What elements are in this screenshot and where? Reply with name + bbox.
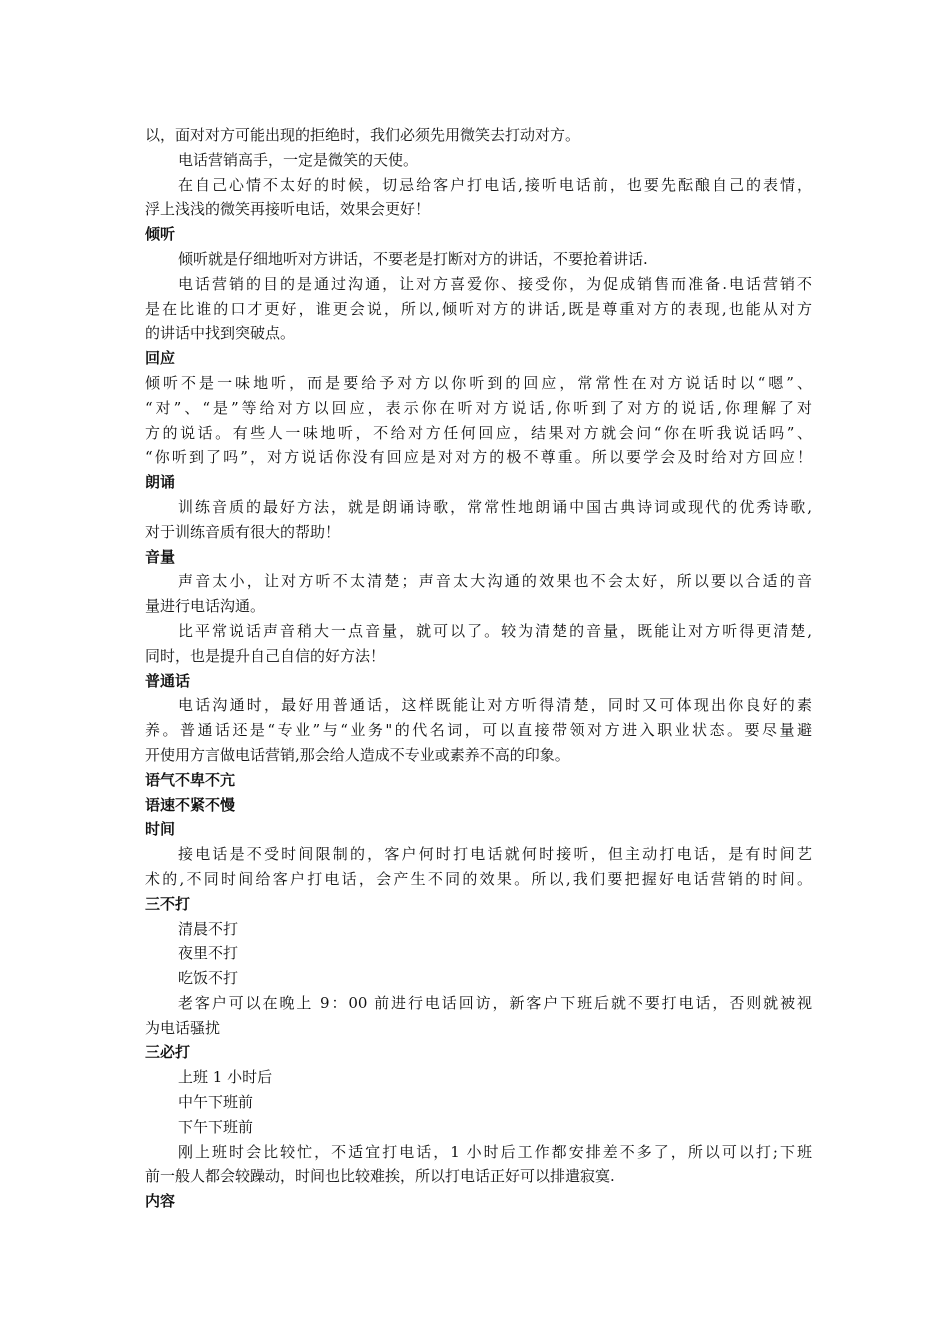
section-heading: 回应 (145, 349, 176, 368)
paragraph-line: 清晨不打 (178, 919, 239, 938)
section-heading: 朗诵 (145, 473, 176, 492)
paragraph-line: 术的,不同时间给客户打电话，会产生不同的效果。所以,我们要把握好电话营销的时间。 (145, 869, 812, 888)
paragraph-line: 前一般人都会较躁动，时间也比较难挨，所以打电话正好可以排遣寂寞. (145, 1167, 615, 1186)
paragraph-line: 方的说话。有些人一味地听，不给对方任何回应，结果对方就会问“你在听我说话吗”、 (145, 423, 812, 442)
section-heading: 三不打 (145, 894, 191, 913)
paragraph-line: “对”、“是”等给对方以回应，表示你在听对方说话,你听到了对方的说话,你理解了对 (145, 398, 812, 417)
paragraph-line: 电话沟通时，最好用普通话，这样既能让对方听得清楚，同时又可体现出你良好的素 (178, 696, 812, 715)
paragraph-line: 开使用方言做电话营销,那会给人造成不专业或素养不高的印象。 (145, 745, 570, 764)
paragraph-line: 夜里不打 (178, 944, 239, 963)
section-heading: 普通话 (145, 671, 191, 690)
section-heading: 倾听 (145, 225, 176, 244)
section-heading: 语气不卑不亢 (145, 770, 236, 789)
paragraph-line: “你听到了吗”，对方说话你没有回应是对对方的极不尊重。所以要学会及时给对方回应！ (145, 448, 812, 467)
section-heading: 时间 (145, 820, 176, 839)
paragraph-line: 为电话骚扰 (145, 1018, 221, 1037)
paragraph-line: 中午下班前 (178, 1093, 254, 1112)
paragraph-line: 接电话是不受时间限制的，客户何时打电话就何时接听，但主动打电话，是有时间艺 (178, 845, 812, 864)
paragraph-line: 在自己心情不太好的时候，切忌给客户打电话,接听电话前，也要先酝酿自己的表情， (178, 175, 812, 194)
section-heading: 语速不紧不慢 (145, 795, 236, 814)
paragraph-line: 倾听不是一味地听，而是要给予对方以你听到的回应，常常性在对方说话时以“嗯”、 (145, 373, 812, 392)
paragraph-line: 比平常说话声音稍大一点音量，就可以了。较为清楚的音量，既能让对方听得更清楚, (178, 621, 812, 640)
section-heading: 音量 (145, 547, 176, 566)
paragraph-line: 对于训练音质有很大的帮助！ (145, 522, 341, 541)
paragraph-line: 电话营销的目的是通过沟通，让对方喜爱你、接受你，为促成销售而准备.电话营销不 (178, 274, 812, 293)
paragraph-line: 养。普通话还是“专业”与“业务"的代名词，可以直接带领对方进入职业状态。要尽量避 (145, 721, 812, 740)
paragraph-line: 是在比谁的口才更好，谁更会说，所以,倾听对方的讲话,既是尊重对方的表现,也能从对方 (145, 299, 812, 318)
paragraph-line: 训练音质的最好方法，就是朗诵诗歌，常常性地朗诵中国古典诗词或现代的优秀诗歌, (178, 497, 812, 516)
paragraph-line: 上班 1 小时后 (178, 1068, 273, 1087)
paragraph-line: 以，面对对方可能出现的拒绝时，我们必须先用微笑去打动对方。 (145, 126, 581, 144)
paragraph-line: 吃饭不打 (178, 969, 239, 988)
paragraph-line: 浮上浅浅的微笑再接听电话，效果会更好！ (145, 200, 431, 219)
paragraph-line: 电话营销高手，一定是微笑的天使。 (178, 150, 419, 169)
section-heading: 三必打 (145, 1043, 191, 1062)
paragraph-line: 量进行电话沟通。 (145, 597, 266, 616)
paragraph-line: 刚上班时会比较忙，不适宜打电话，1 小时后工作都安排差不多了，所以可以打;下班 (178, 1142, 812, 1161)
paragraph-line: 老客户可以在晚上 9：00 前进行电话回访，新客户下班后就不要打电话，否则就被视 (178, 993, 812, 1012)
paragraph-line: 同时，也是提升自己自信的好方法！ (145, 646, 386, 665)
paragraph-line: 声音太小，让对方听不太清楚；声音太大沟通的效果也不会太好，所以要以合适的音 (178, 572, 812, 591)
section-heading: 内容 (145, 1192, 176, 1211)
paragraph-line: 下午下班前 (178, 1117, 254, 1136)
paragraph-line: 倾听就是仔细地听对方讲话，不要老是打断对方的讲话，不要抢着讲话. (178, 249, 648, 268)
paragraph-line: 的讲话中找到突破点。 (145, 324, 296, 343)
